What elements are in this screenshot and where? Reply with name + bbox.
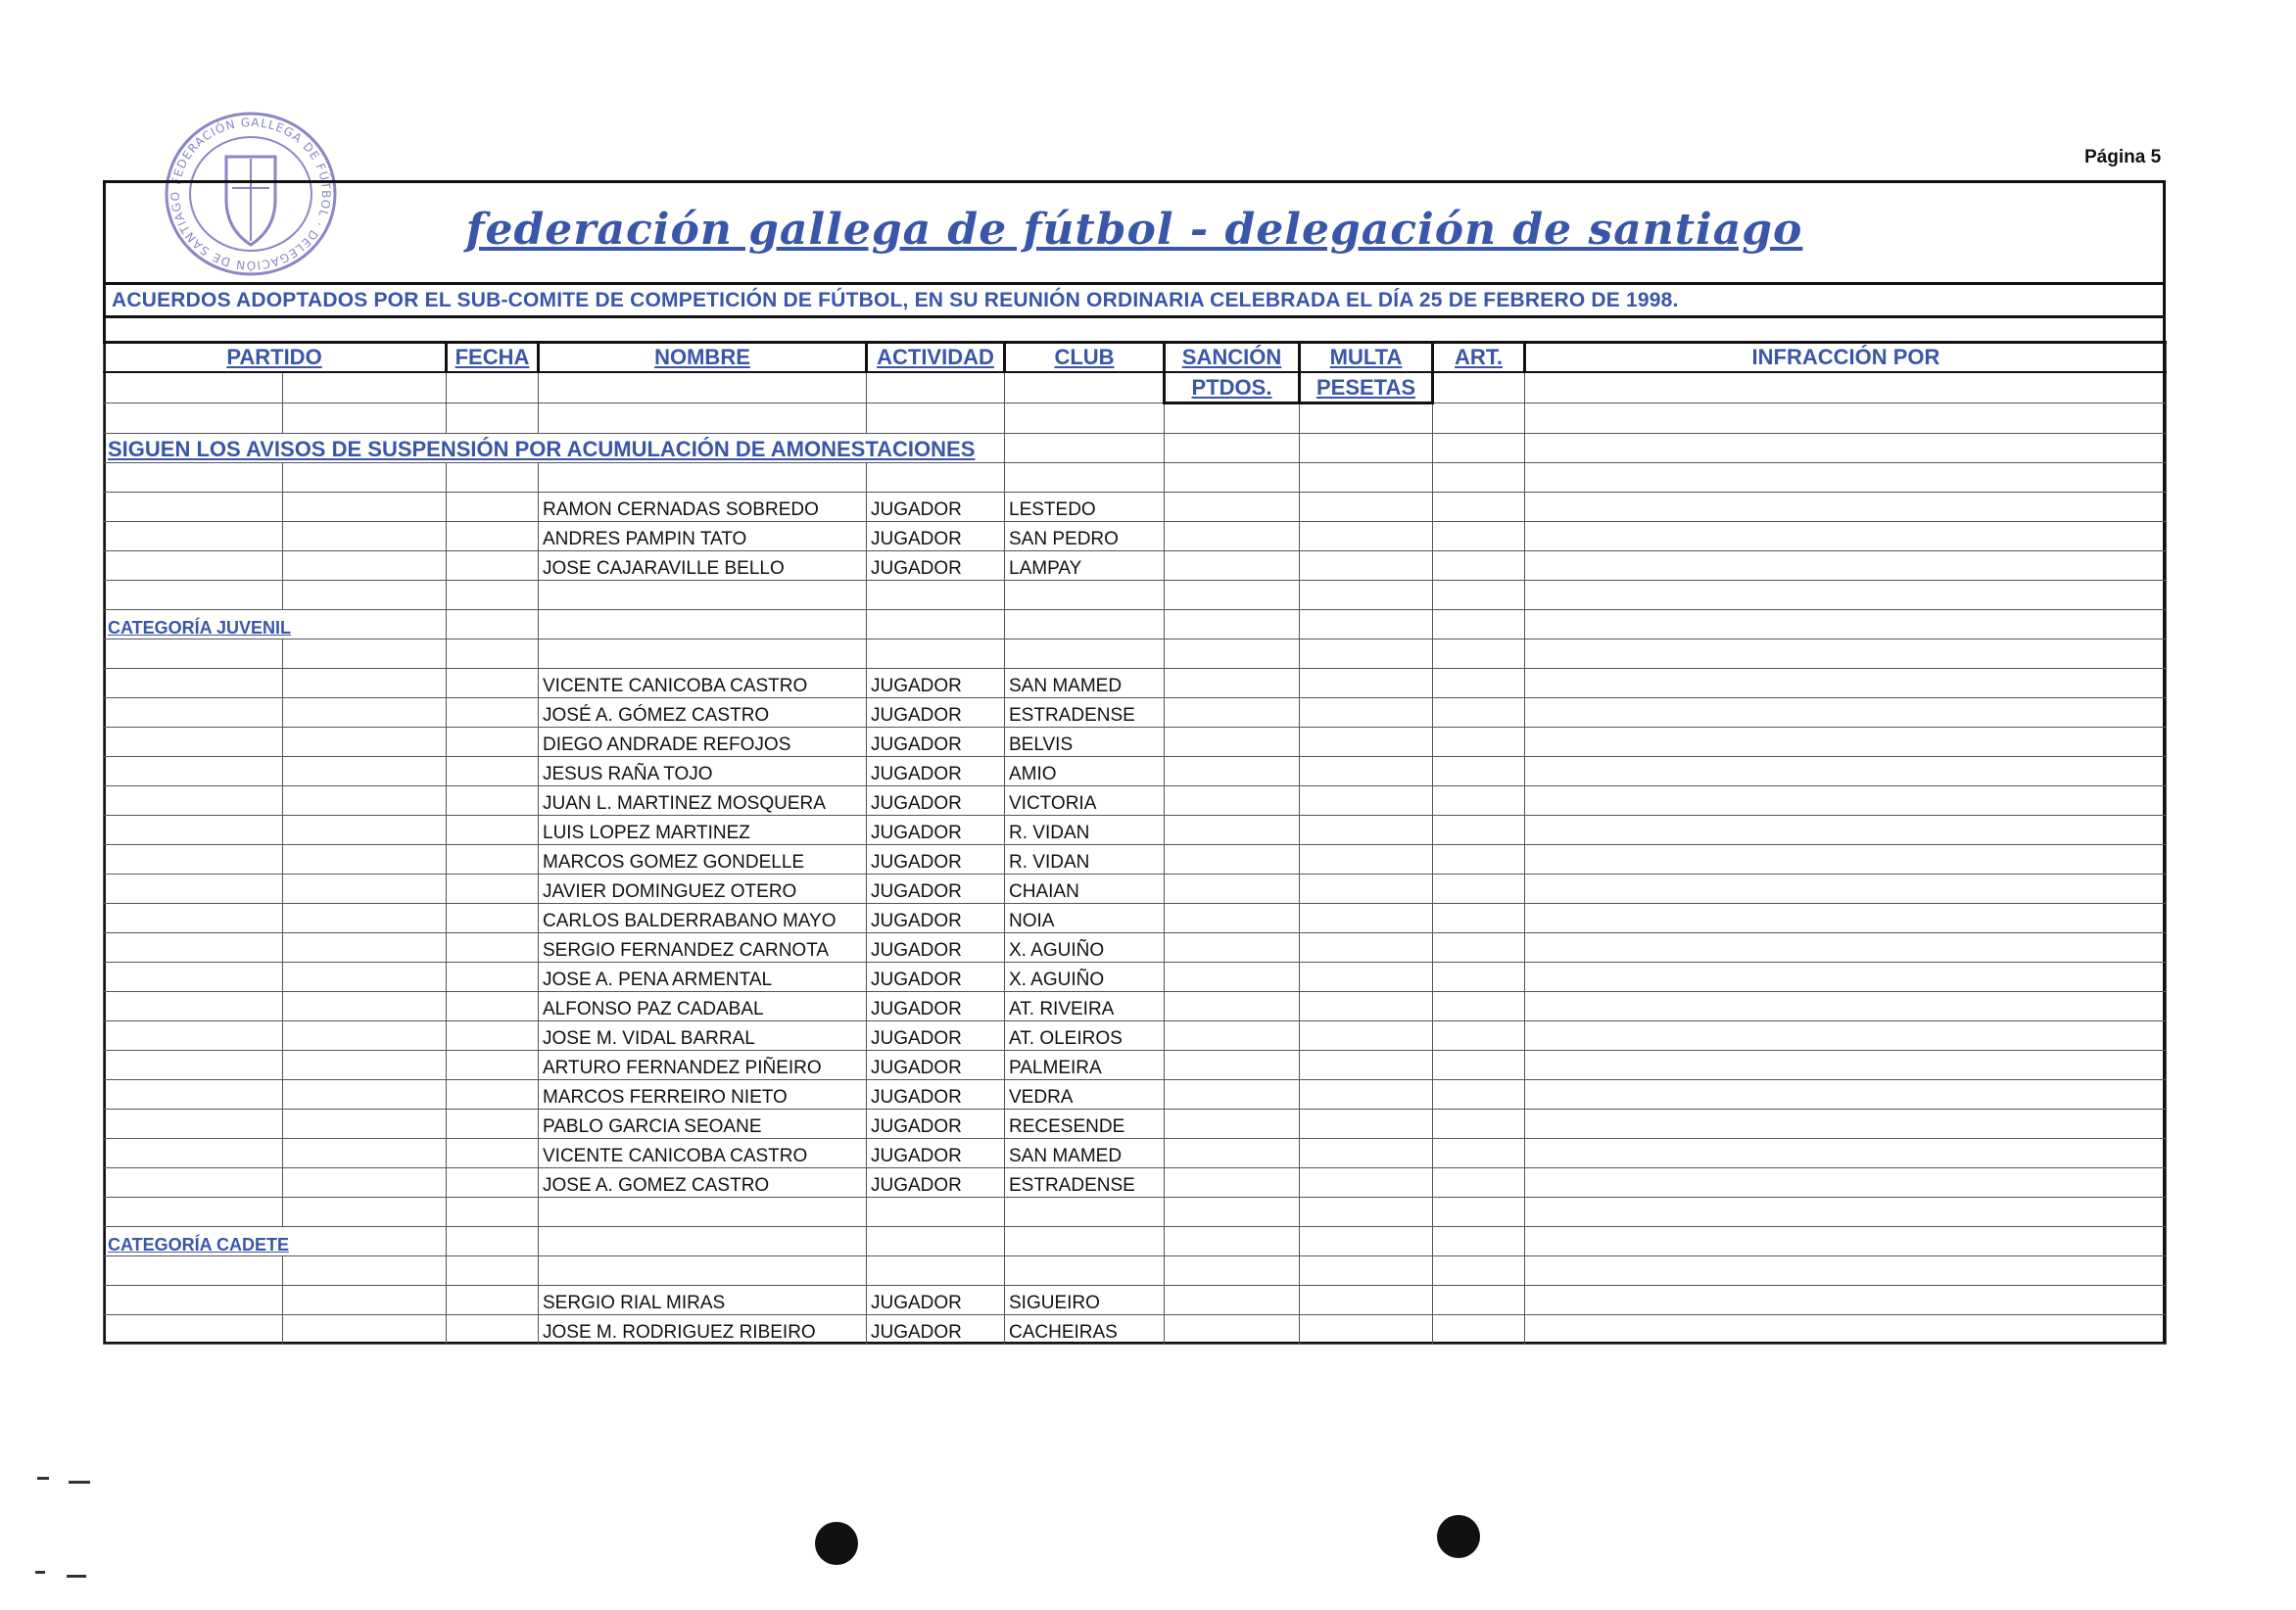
player-club: NOIA bbox=[1005, 904, 1165, 933]
spacer-row bbox=[104, 1256, 2167, 1286]
header-fecha: FECHA bbox=[447, 343, 539, 373]
player-club: RECESENDE bbox=[1005, 1110, 1165, 1139]
player-name: JOSE A. PENA ARMENTAL bbox=[539, 963, 867, 992]
header-nombre: NOMBRE bbox=[539, 343, 867, 373]
header-sancion: SANCIÓN bbox=[1165, 343, 1300, 373]
player-activity: JUGADOR bbox=[867, 1110, 1005, 1139]
player-name: JESUS RAÑA TOJO bbox=[539, 757, 867, 786]
player-club: SIGUEIRO bbox=[1005, 1286, 1165, 1315]
punch-hole-right bbox=[1437, 1515, 1480, 1558]
table-row bbox=[104, 698, 2167, 728]
spacer-row bbox=[104, 403, 2167, 434]
header-row bbox=[104, 343, 2167, 373]
table-row bbox=[104, 757, 2167, 786]
header-partido: PARTIDO bbox=[104, 343, 447, 373]
player-activity: JUGADOR bbox=[867, 816, 1005, 845]
player-name: PABLO GARCIA SEOANE bbox=[539, 1110, 867, 1139]
table-row bbox=[104, 816, 2167, 845]
player-name: SERGIO RIAL MIRAS bbox=[539, 1286, 867, 1315]
player-name: LUIS LOPEZ MARTINEZ bbox=[539, 816, 867, 845]
player-activity: JUGADOR bbox=[867, 933, 1005, 963]
player-club: LESTEDO bbox=[1005, 493, 1165, 522]
player-club: VICTORIA bbox=[1005, 786, 1165, 816]
player-name: JAVIER DOMINGUEZ OTERO bbox=[539, 875, 867, 904]
player-club: ESTRADENSE bbox=[1005, 1168, 1165, 1198]
player-name: SERGIO FERNANDEZ CARNOTA bbox=[539, 933, 867, 963]
agreement-text: ACUERDOS ADOPTADOS POR EL SUB-COMITE DE COMPETICIÓN DE FÚTBOL, EN SU REUNIÓN ORDINARIA CELEBRADA EL DÍA 25 DE FEBRERO DE 1998. bbox=[112, 289, 1679, 311]
player-name: ANDRES PAMPIN TATO bbox=[539, 522, 867, 551]
section-label: SIGUEN LOS AVISOS DE SUSPENSIÓN POR ACUMULACIÓN DE AMONESTACIONES bbox=[104, 434, 1005, 463]
player-activity: JUGADOR bbox=[867, 493, 1005, 522]
player-name: JOSE CAJARAVILLE BELLO bbox=[539, 551, 867, 581]
table-row bbox=[104, 493, 2167, 522]
table-row bbox=[104, 1021, 2167, 1051]
table-row bbox=[104, 786, 2167, 816]
player-name: VICENTE CANICOBA CASTRO bbox=[539, 1139, 867, 1168]
player-club: SAN PEDRO bbox=[1005, 522, 1165, 551]
table-row bbox=[104, 1286, 2167, 1315]
header-multa: MULTA bbox=[1300, 343, 1433, 373]
spacer-row bbox=[104, 639, 2167, 669]
table-row bbox=[104, 551, 2167, 581]
table-row bbox=[104, 1315, 2167, 1345]
player-activity: JUGADOR bbox=[867, 1139, 1005, 1168]
player-name: JOSÉ A. GÓMEZ CASTRO bbox=[539, 698, 867, 728]
player-activity: JUGADOR bbox=[867, 1021, 1005, 1051]
player-name: JOSE M. RODRIGUEZ RIBEIRO bbox=[539, 1315, 867, 1345]
player-club: BELVIS bbox=[1005, 728, 1165, 757]
player-name: JOSE M. VIDAL BARRAL bbox=[539, 1021, 867, 1051]
player-activity: JUGADOR bbox=[867, 698, 1005, 728]
player-club: CHAIAN bbox=[1005, 875, 1165, 904]
table-row bbox=[104, 728, 2167, 757]
player-club: LAMPAY bbox=[1005, 551, 1165, 581]
spacer-row bbox=[104, 463, 2167, 493]
player-club: AT. RIVEIRA bbox=[1005, 992, 1165, 1021]
table-row bbox=[104, 992, 2167, 1021]
scan-mark bbox=[69, 1481, 90, 1484]
player-name: MARCOS FERREIRO NIETO bbox=[539, 1080, 867, 1110]
player-activity: JUGADOR bbox=[867, 786, 1005, 816]
title-band bbox=[106, 183, 2163, 285]
table-row bbox=[104, 1110, 2167, 1139]
player-club: ESTRADENSE bbox=[1005, 698, 1165, 728]
player-activity: JUGADOR bbox=[867, 845, 1005, 875]
player-name: MARCOS GOMEZ GONDELLE bbox=[539, 845, 867, 875]
player-name: DIEGO ANDRADE REFOJOS bbox=[539, 728, 867, 757]
spacer-row bbox=[104, 581, 2167, 610]
player-activity: JUGADOR bbox=[867, 992, 1005, 1021]
player-activity: JUGADOR bbox=[867, 669, 1005, 698]
player-name: ALFONSO PAZ CADABAL bbox=[539, 992, 867, 1021]
section-row bbox=[104, 610, 2167, 639]
table-row bbox=[104, 669, 2167, 698]
table-row bbox=[104, 933, 2167, 963]
header-club: CLUB bbox=[1005, 343, 1165, 373]
spacer-row bbox=[104, 1198, 2167, 1227]
player-club: X. AGUIÑO bbox=[1005, 963, 1165, 992]
player-club: PALMEIRA bbox=[1005, 1051, 1165, 1080]
table-row bbox=[104, 1080, 2167, 1110]
table-row bbox=[104, 963, 2167, 992]
scan-mark bbox=[37, 1477, 49, 1480]
player-name: JOSE A. GOMEZ CASTRO bbox=[539, 1168, 867, 1198]
sanctions-table bbox=[103, 341, 2167, 1345]
table-row bbox=[104, 845, 2167, 875]
header-infraccion: INFRACCIÓN POR bbox=[1525, 343, 2167, 373]
header-pesetas: PESETAS bbox=[1300, 372, 1433, 403]
player-activity: JUGADOR bbox=[867, 1286, 1005, 1315]
player-activity: JUGADOR bbox=[867, 1315, 1005, 1345]
header-ptdos: PTDOS. bbox=[1165, 372, 1300, 403]
punch-hole-left bbox=[815, 1522, 858, 1565]
subheader-row bbox=[104, 372, 2167, 403]
table-row bbox=[104, 1051, 2167, 1080]
player-name: CARLOS BALDERRABANO MAYO bbox=[539, 904, 867, 933]
header-art: ART. bbox=[1433, 343, 1525, 373]
player-club: R. VIDAN bbox=[1005, 816, 1165, 845]
table-row bbox=[104, 1168, 2167, 1198]
player-activity: JUGADOR bbox=[867, 963, 1005, 992]
player-name: JUAN L. MARTINEZ MOSQUERA bbox=[539, 786, 867, 816]
player-club: CACHEIRAS bbox=[1005, 1315, 1165, 1345]
table-row bbox=[104, 904, 2167, 933]
section-row bbox=[104, 1227, 2167, 1256]
player-club: AT. OLEIROS bbox=[1005, 1021, 1165, 1051]
section-label: CATEGORÍA JUVENIL bbox=[104, 610, 447, 639]
player-name: ARTURO FERNANDEZ PIÑEIRO bbox=[539, 1051, 867, 1080]
player-name: VICENTE CANICOBA CASTRO bbox=[539, 669, 867, 698]
page-number: Página 5 bbox=[2084, 147, 2162, 167]
player-activity: JUGADOR bbox=[867, 1168, 1005, 1198]
table-row bbox=[104, 1139, 2167, 1168]
svg-text:FEDERACIÓN GALLEGA DE FÚTBOL ·: FEDERACIÓN GALLEGA DE FÚTBOL · DELEGACIÓN DE SANTIAGO bbox=[167, 115, 334, 273]
player-club: SAN MAMED bbox=[1005, 669, 1165, 698]
section-label: CATEGORÍA CADETE bbox=[104, 1227, 447, 1256]
player-club: AMIO bbox=[1005, 757, 1165, 786]
table-row bbox=[104, 875, 2167, 904]
player-name: RAMON CERNADAS SOBREDO bbox=[539, 493, 867, 522]
scan-mark bbox=[67, 1575, 86, 1578]
header-actividad: ACTIVIDAD bbox=[867, 343, 1005, 373]
agreement-band bbox=[106, 285, 2163, 318]
table-row bbox=[104, 522, 2167, 551]
player-activity: JUGADOR bbox=[867, 522, 1005, 551]
player-club: VEDRA bbox=[1005, 1080, 1165, 1110]
player-activity: JUGADOR bbox=[867, 728, 1005, 757]
section-row bbox=[104, 434, 2167, 463]
scan-mark bbox=[35, 1571, 45, 1574]
player-club: X. AGUIÑO bbox=[1005, 933, 1165, 963]
player-activity: JUGADOR bbox=[867, 904, 1005, 933]
player-activity: JUGADOR bbox=[867, 551, 1005, 581]
player-activity: JUGADOR bbox=[867, 1051, 1005, 1080]
player-club: R. VIDAN bbox=[1005, 845, 1165, 875]
player-activity: JUGADOR bbox=[867, 757, 1005, 786]
player-club: SAN MAMED bbox=[1005, 1139, 1165, 1168]
player-activity: JUGADOR bbox=[867, 1080, 1005, 1110]
document-title: federación gallega de fútbol - delegación de santiago bbox=[465, 205, 1803, 255]
player-activity: JUGADOR bbox=[867, 875, 1005, 904]
